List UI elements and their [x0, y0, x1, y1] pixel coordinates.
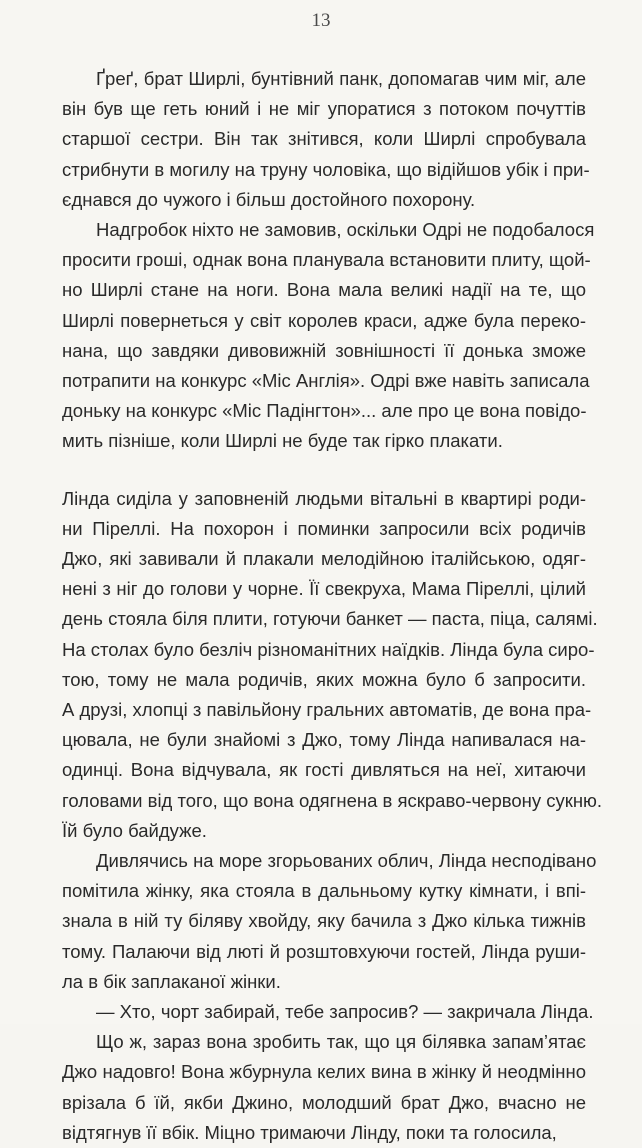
text-line: Ґреґ, брат Ширлі, бунтівний панк, допомагав чим міг, але	[96, 68, 586, 89]
text-line: но Ширлі стане на ноги. Вона мала великі надії на те, що	[62, 279, 586, 301]
text-line: Надгробок ніхто не замовив, оскільки Одрі не подобалося	[96, 219, 595, 240]
text-line: відтягнув її вбік. Міцно тримаючи Лінду, поки та голосила,	[62, 1121, 557, 1143]
text-line: — Хто, чорт забирай, тебе запросив? — закричала Лінда.	[96, 1001, 594, 1022]
text-line: нені з ніг до голови у чорне. Її свекруха, Мама Піреллі, цілий	[62, 578, 586, 600]
text-line: Лінда сиділа у заповненій людьми вітальні в квартирі роди-	[62, 487, 586, 509]
text-line: Джо надовго! Вона жбурнула келих вина в жінку й неодмінно	[62, 1061, 586, 1083]
text-line: єднався до чужого і більш достойного похорону.	[62, 188, 476, 210]
text-line: старшої сестри. Він так знітився, коли Ширлі спробувала	[62, 128, 586, 150]
text-line: тому. Палаючи від люті й розштовхуючи гостей, Лінда руши-	[62, 940, 586, 962]
text-line: На столах було безліч різноманітних наїдків. Лінда була сиро-	[62, 638, 595, 660]
text-line: ни Піреллі. На похорон і поминки запросили всіх родичів	[62, 517, 586, 539]
text-line: потрапити на конкурс «Міс Англія». Одрі вже навіть записала	[62, 370, 590, 391]
text-line: головами від того, що вона одягнена в яскраво-червону сукню.	[62, 789, 603, 811]
text-line: помітила жінку, яка стояла в дальньому кутку кімнати, і впі-	[62, 880, 586, 902]
page-number: 13	[311, 10, 331, 31]
text-line: Їй було байдуже.	[62, 819, 207, 841]
text-line: Ширлі повернеться у світ королев краси, адже була переко-	[62, 309, 586, 331]
text-line: цювала, не були знайомі з Джо, тому Лінда напивалася на-	[62, 729, 586, 751]
text-line: тою, тому не мала родичів, яких можна було б запросити.	[62, 668, 586, 690]
text-line: ла в бік заплаканої жінки.	[62, 970, 281, 992]
text-line: він був ще геть юний і не міг упоратися з потоком почуттів	[62, 98, 586, 120]
text-line: А друзі, хлопці з павільйону гральних автоматів, де вона пра-	[62, 699, 592, 720]
text-line: нана, що завдяки дивовижній зовнішності її донька зможе	[62, 339, 586, 361]
text-line: знала в ній ту біляву хвойду, яку бачила з Джо кілька тижнів	[62, 910, 586, 932]
text-line: одинці. Вона відчувала, як гості дивляться на неї, хитаючи	[62, 759, 586, 781]
text-line: просити гроші, однак вона планувала встановити плиту, щой-	[62, 249, 591, 271]
text-line: Джо, які завивали й плакали мелодійною італійською, одяг-	[62, 548, 586, 569]
text-line: Дивлячись на море згорьованих облич, Лінда несподівано	[96, 850, 597, 871]
text-line: Що ж, зараз вона зробить так, що ця білявка запам’ятає	[96, 1031, 586, 1053]
text-line: стрибнути в могилу на труну чоловіка, що відійшов убік і при-	[62, 158, 590, 180]
text-line: день стояла біля плити, готуючи банкет — паста, піца, салямі.	[62, 608, 598, 630]
text-line: мить пізніше, коли Ширлі не буде так гірко плакати.	[62, 430, 503, 452]
text-line: доньку на конкурс «Міс Падінгтон»... але про це вона повідо-	[62, 400, 587, 422]
text-line: врізала б їй, якби Джино, молодший брат Джо, вчасно не	[62, 1091, 586, 1113]
